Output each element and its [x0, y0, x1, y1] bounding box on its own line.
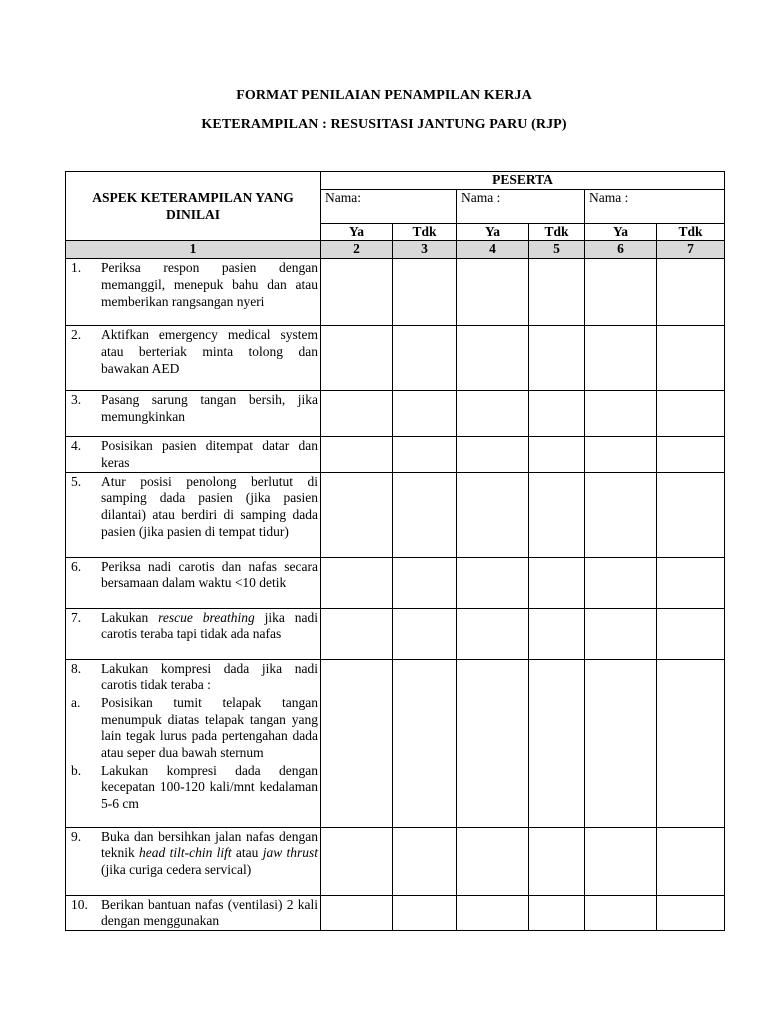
score-cell[interactable]	[457, 557, 529, 608]
aspek-item-5	[66, 473, 320, 541]
aspek-item-10	[66, 896, 320, 930]
score-cell[interactable]	[321, 895, 393, 930]
score-cell[interactable]	[457, 259, 529, 326]
score-cell[interactable]	[529, 608, 585, 659]
column-number: 5	[529, 241, 585, 259]
score-cell[interactable]	[393, 391, 457, 437]
score-cell[interactable]	[657, 326, 725, 391]
assessment-table	[65, 171, 725, 931]
participant-name-1: Nama:	[321, 189, 457, 223]
participant-name-2: Nama :	[457, 189, 585, 223]
aspek-item-3	[66, 391, 320, 425]
aspek-subitem-8b	[66, 762, 320, 813]
item-number: 3.	[71, 392, 82, 408]
tdk-header: Tdk	[657, 223, 725, 241]
item-number: 4.	[71, 438, 82, 454]
item-text-part: jika nadi carotis teraba tapi tidak ada nafas	[101, 609, 319, 642]
item-text-part: Buka dan bersihkan jalan nafas dengan teknik	[101, 828, 318, 861]
table-row	[66, 259, 725, 326]
score-cell[interactable]	[657, 895, 725, 930]
item-text-italic: rescue breathing	[158, 609, 255, 625]
item-number: 8.	[71, 660, 82, 676]
score-cell[interactable]	[321, 557, 393, 608]
score-cell[interactable]	[457, 472, 529, 557]
tdk-header: Tdk	[393, 223, 457, 241]
table-row	[66, 437, 725, 472]
score-cell[interactable]	[393, 557, 457, 608]
score-cell[interactable]	[529, 259, 585, 326]
aspek-item-8	[66, 660, 320, 694]
score-cell[interactable]	[585, 391, 657, 437]
column-number: 6	[585, 241, 657, 259]
score-cell[interactable]	[321, 259, 393, 326]
column-number: 7	[657, 241, 725, 259]
score-cell[interactable]	[585, 557, 657, 608]
score-cell[interactable]	[321, 608, 393, 659]
item-text: Periksa nadi carotis dan nafas secara bersamaan dalam waktu <10 detik	[101, 558, 318, 591]
score-cell[interactable]	[393, 608, 457, 659]
score-cell[interactable]	[657, 659, 725, 827]
aspek-item-2	[66, 326, 320, 377]
score-cell[interactable]	[657, 391, 725, 437]
score-cell[interactable]	[393, 827, 457, 895]
score-cell[interactable]	[585, 326, 657, 391]
score-cell[interactable]	[529, 659, 585, 827]
score-cell[interactable]	[585, 827, 657, 895]
subitem-text: Posisikan tumit telapak tangan menumpuk diatas telapak tangan yang lain tegak lurus pada pertengahan dada atau seper dua bawah sternum	[101, 694, 318, 761]
item-text: Aktifkan emergency medical system atau berteriak minta tolong dan bawakan AED	[101, 327, 318, 376]
score-cell[interactable]	[321, 326, 393, 391]
column-number: 1	[66, 241, 321, 259]
aspek-item-9	[66, 828, 320, 879]
table-row	[66, 827, 725, 895]
score-cell[interactable]	[657, 472, 725, 557]
score-cell[interactable]	[529, 391, 585, 437]
score-cell[interactable]	[457, 437, 529, 472]
item-text: Posisikan pasien ditempat datar dan keras	[101, 438, 318, 470]
score-cell[interactable]	[529, 437, 585, 472]
ya-header: Ya	[321, 223, 393, 241]
score-cell[interactable]	[585, 895, 657, 930]
item-number: 6.	[71, 558, 82, 574]
item-number: 10.	[71, 896, 88, 912]
column-number: 4	[457, 241, 529, 259]
score-cell[interactable]	[585, 608, 657, 659]
aspek-item-1	[66, 259, 320, 310]
score-cell[interactable]	[457, 659, 529, 827]
score-cell[interactable]	[585, 437, 657, 472]
aspek-subitem-8a	[66, 694, 320, 762]
item-number: 9.	[71, 828, 82, 844]
table-row	[66, 391, 725, 437]
score-cell[interactable]	[529, 827, 585, 895]
item-text-part: (jika curiga cedera servical)	[101, 861, 252, 877]
item-text: Lakukan kompresi dada jika nadi carotis tidak teraba :	[101, 660, 318, 693]
score-cell[interactable]	[529, 557, 585, 608]
subitem-text: Lakukan kompresi dada dengan kecepatan 100-120 kali/mnt kedalaman 5-6 cm	[101, 762, 318, 812]
aspek-item-7	[66, 609, 320, 643]
table-row	[66, 557, 725, 608]
score-cell[interactable]	[457, 326, 529, 391]
score-cell[interactable]	[657, 437, 725, 472]
score-cell[interactable]	[321, 827, 393, 895]
ya-header: Ya	[457, 223, 529, 241]
score-cell[interactable]	[457, 827, 529, 895]
item-text: Atur posisi penolong berlutut di samping dada pasien (jika pasien dilantai) atau berdiri di samping dada pasien (jika pasien di tempat tidur)	[101, 473, 318, 539]
table-row	[66, 895, 725, 930]
score-cell[interactable]	[457, 608, 529, 659]
tdk-header: Tdk	[529, 223, 585, 241]
score-cell[interactable]	[321, 437, 393, 472]
aspek-item-4	[66, 437, 320, 471]
score-cell[interactable]	[457, 895, 529, 930]
score-cell[interactable]	[657, 827, 725, 895]
item-number: 2.	[71, 327, 82, 343]
score-cell[interactable]	[585, 659, 657, 827]
score-cell[interactable]	[321, 472, 393, 557]
score-cell[interactable]	[585, 472, 657, 557]
score-cell[interactable]	[393, 472, 457, 557]
score-cell[interactable]	[457, 391, 529, 437]
score-cell[interactable]	[657, 608, 725, 659]
item-number: 5.	[71, 473, 82, 489]
item-number: 1.	[71, 260, 82, 276]
table-row	[66, 472, 725, 557]
score-cell[interactable]	[657, 557, 725, 608]
column-number-row	[66, 241, 725, 259]
table-row	[66, 326, 725, 391]
table-row	[66, 608, 725, 659]
score-cell[interactable]	[529, 895, 585, 930]
score-cell[interactable]	[393, 437, 457, 472]
participant-name-3: Nama :	[585, 189, 725, 223]
peserta-header: PESERTA	[321, 172, 725, 190]
form-subtitle: KETERAMPILAN : RESUSITASI JANTUNG PARU (RJP)	[201, 117, 567, 132]
item-text	[101, 610, 318, 643]
score-cell[interactable]	[393, 659, 457, 827]
score-cell[interactable]	[529, 472, 585, 557]
score-cell[interactable]	[321, 391, 393, 437]
score-cell[interactable]	[585, 259, 657, 326]
item-text-italic: head tilt-chin lift	[139, 845, 232, 861]
score-cell[interactable]	[321, 659, 393, 827]
item-text: Periksa respon pasien dengan memanggil, menepuk bahu dan atau memberikan rangsangan nyeri	[101, 260, 318, 309]
aspek-header: ASPEK KETERAMPILAN YANG DINILAI	[66, 172, 321, 241]
item-text: Berikan bantuan nafas (ventilasi) 2 kali dengan menggunakan	[101, 896, 318, 929]
item-text: Pasang sarung tangan bersih, jika memungkinkan	[101, 392, 318, 424]
subitem-letter: b.	[71, 762, 82, 778]
score-cell[interactable]	[657, 259, 725, 326]
item-text-italic: jaw thrust	[262, 845, 319, 861]
item-text-part: Lakukan	[101, 609, 159, 625]
item-number: 7.	[71, 609, 82, 625]
column-number: 2	[321, 241, 393, 259]
score-cell[interactable]	[393, 259, 457, 326]
column-number: 3	[393, 241, 457, 259]
score-cell[interactable]	[393, 326, 457, 391]
score-cell[interactable]	[393, 895, 457, 930]
aspek-item-6	[66, 558, 320, 592]
score-cell[interactable]	[529, 326, 585, 391]
item-text	[101, 829, 318, 879]
subitem-letter: a.	[71, 694, 81, 710]
form-title: FORMAT PENILAIAN PENAMPILAN KERJA	[236, 88, 532, 103]
item-text-part: atau	[231, 845, 263, 861]
table-row	[66, 659, 725, 827]
ya-header: Ya	[585, 223, 657, 241]
